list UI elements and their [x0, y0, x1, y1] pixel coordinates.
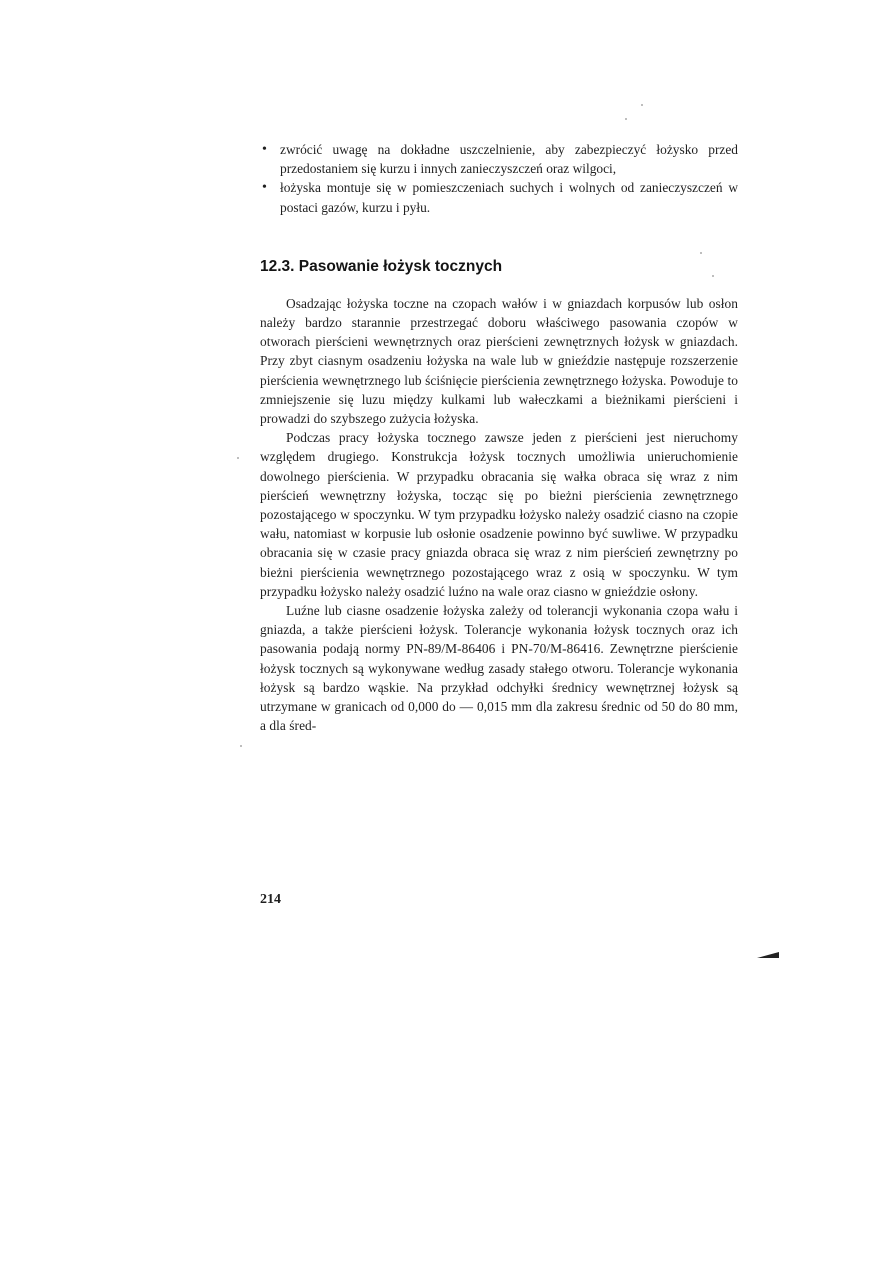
paragraph: Luźne lub ciasne osadzenie łożyska zależy od tolerancji wykonania czopa wału i gniazda, a także pierścieni łożysk. Tolerancje wykonania łożysk tocznych oraz ich pasowania podają normy PN-89/M-86406 i PN-70/M-86416. Zewnętrzne pierścienie łożysk tocznych są wykonywane według zasady stałego otworu. Tolerancje wykonania łożysk są bardzo wąskie. Na przykład odchyłki średnicy wewnętrznej łożysk są utrzymane w granicach od 0,000 do — 0,015 mm dla zakresu średnic od 50 do 80 mm, a dla śred-	[260, 603, 738, 734]
scan-speck	[712, 275, 714, 277]
bullet-item: • zwrócić uwagę na dokładne uszczelnienie, aby zabezpieczyć łożysko przed przedostaniem się kurzu i innych zanieczyszczeń oraz wilgoci,	[260, 140, 738, 178]
scan-speck	[641, 104, 643, 106]
paragraph: Podczas pracy łożyska tocznego zawsze jeden z pierścieni jest nieruchomy względem drugiego. Konstrukcja łożysk tocznych umożliwia unieruchomienie dowolnego pierścienia. W przypadku obracania się wałka obraca się wraz z nim pierścień wewnętrzny łożyska, tocząc się po bieżni pierścienia zewnętrznego pozostającego w spoczynku. W tym przypadku łożysko należy osadzić ciasno na czopie wału, natomiast w korpusie lub osłonie osadzenie powinno być suwliwe. W przypadku obracania się w czasie pracy gniazda obraca się wraz z nim pierścień zewnętrzny po bieżni pierścienia wewnętrznego pozostającego wraz z osią w spoczynku. W tym przypadku łożysko należy osadzić luźno na wale oraz ciasno w gnieździe osłony.	[260, 430, 738, 599]
scan-speck	[240, 745, 242, 747]
scan-speck	[700, 252, 702, 254]
scan-speck	[625, 118, 627, 120]
page-number: 214	[260, 892, 281, 907]
section-heading: 12.3. Pasowanie łożysk tocznych	[260, 257, 503, 275]
scan-artifact-mark	[757, 952, 779, 958]
scan-speck	[237, 457, 239, 459]
bullet-item: • łożyska montuje się w pomieszczeniach suchych i wolnych od zanieczyszczeń w postaci gazów, kurzu i pyłu.	[260, 178, 738, 216]
page-body	[260, 140, 738, 735]
bullet-list	[260, 140, 738, 217]
paragraph: Osadzając łożyska toczne na czopach wałów i w gniazdach korpusów lub osłon należy bardzo starannie przestrzegać doboru właściwego pasowania czopów w otworach pierścieni wewnętrznych oraz pierścieni zewnętrznych łożysk w gniazdach. Przy zbyt ciasnym osadzeniu łożyska na wale lub w gnieździe następuje rozszerzenie pierścienia wewnętrznego lub ściśnięcie pierścienia zewnętrznego łożyska. Powoduje to zmniejszenie się luzu między kulkami lub wałeczkami a bieżnikami pierścieni i prowadzi do szybszego zużycia łożyska.	[260, 295, 738, 427]
